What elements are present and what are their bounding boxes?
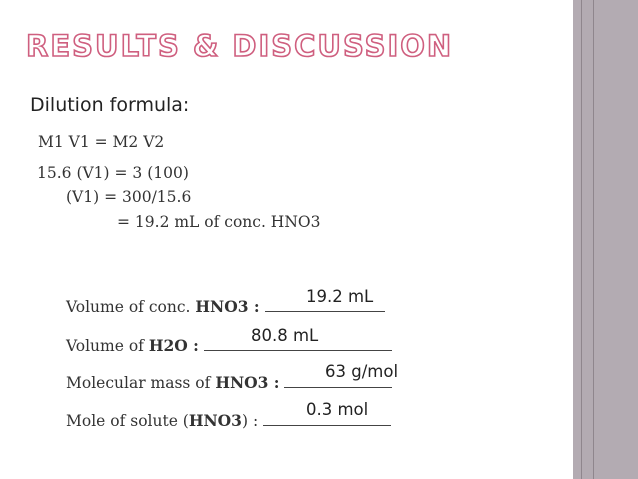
result-label: Molecular mass of bbox=[66, 374, 216, 392]
result-label-bold: H2O : bbox=[148, 336, 199, 355]
side-bar-line bbox=[581, 0, 582, 479]
slide-title: RESULTS & DISCUSSION bbox=[26, 29, 454, 63]
result-label-bold: HNO3 bbox=[188, 411, 242, 430]
result-label: Mole of solute ( bbox=[66, 412, 189, 430]
result-label-suffix: ) : bbox=[241, 412, 259, 430]
formula-line: M1 V1 = M2 V2 bbox=[38, 133, 165, 151]
side-bar-line bbox=[593, 0, 594, 479]
result-label: Volume of bbox=[66, 337, 149, 355]
dilution-subheading: Dilution formula: bbox=[30, 94, 190, 116]
answer-moles-solute: 0.3 mol bbox=[306, 400, 369, 419]
formula-line: 15.6 (V1) = 3 (100) bbox=[37, 164, 189, 182]
result-label-bold: HNO3 : bbox=[195, 297, 260, 316]
answer-molecular-mass: 63 g/mol bbox=[325, 362, 399, 381]
result-row-water-volume bbox=[66, 333, 392, 355]
formula-line: = 19.2 mL of conc. HNO3 bbox=[117, 213, 321, 231]
decorative-side-bar bbox=[573, 0, 638, 479]
answer-conc-hno3-volume: 19.2 mL bbox=[306, 287, 374, 306]
formula-line: (V1) = 300/15.6 bbox=[66, 188, 192, 206]
answer-water-volume: 80.8 mL bbox=[251, 326, 319, 345]
result-label-bold: HNO3 : bbox=[215, 373, 280, 392]
result-label: Volume of conc. bbox=[66, 298, 196, 316]
